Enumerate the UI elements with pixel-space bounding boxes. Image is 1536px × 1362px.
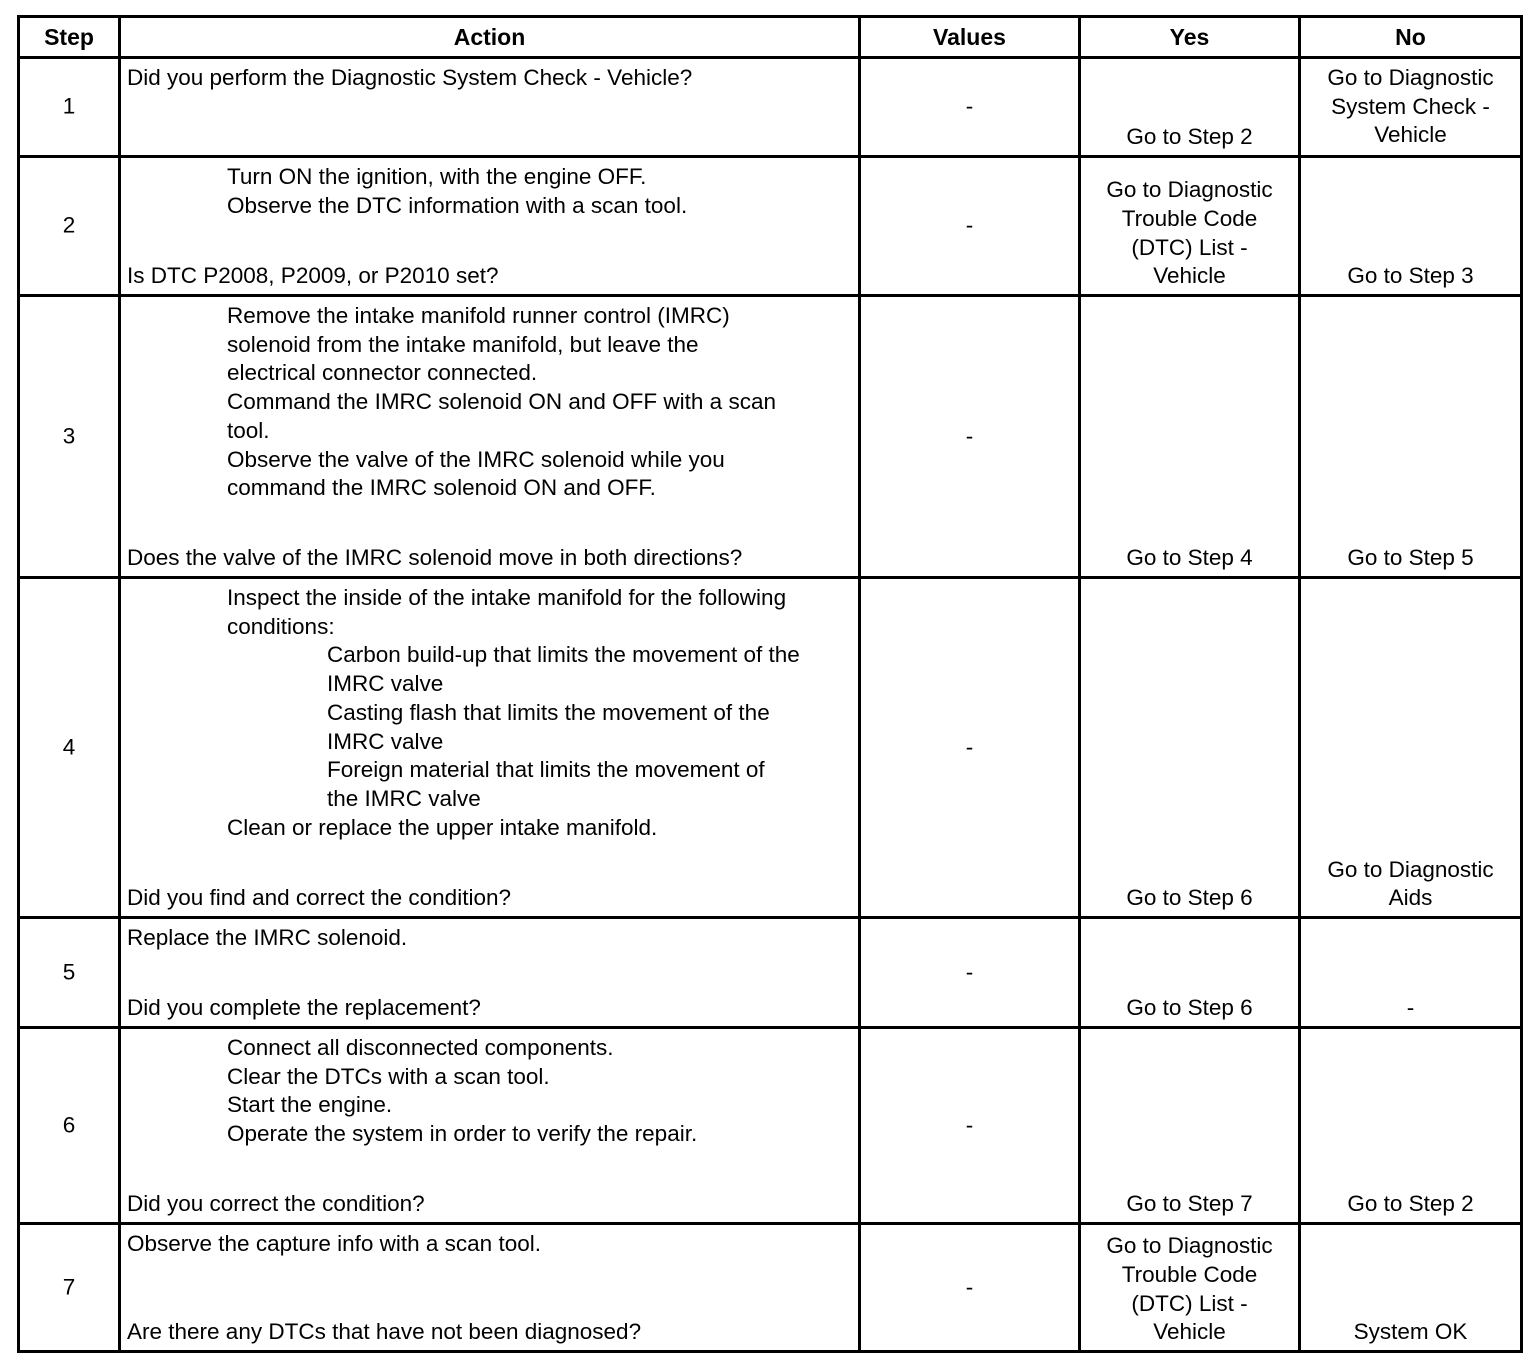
action-line: Operate the system in order to verify the repair. (227, 1121, 698, 1147)
yes-cell-inner (1081, 579, 1298, 916)
yes-cell (1080, 296, 1300, 578)
values-cell (860, 918, 1080, 1028)
values-cell (860, 296, 1080, 578)
step-number: 1 (62, 93, 76, 119)
values-text: - (965, 212, 974, 238)
action-line: tool. (227, 417, 270, 443)
table-row (19, 1224, 1522, 1352)
action-cell (120, 1224, 860, 1352)
cell-line: Go to Diagnostic (1327, 65, 1494, 90)
cell-line: Go to Step 4 (1126, 545, 1253, 571)
step-cell (19, 157, 120, 296)
values-cell (860, 157, 1080, 296)
yes-column-header: Yes (1080, 17, 1300, 58)
action-line: Foreign material that limits the movement of (327, 757, 765, 783)
values-column-header: Values (860, 17, 1080, 58)
step-cell-inner (20, 297, 118, 576)
action-line: Casting flash that limits the movement of the (327, 699, 770, 725)
values-text: - (965, 423, 974, 449)
yes-cell-inner (1081, 1225, 1298, 1350)
cell-line: Vehicle (1374, 122, 1447, 148)
no-action (1301, 994, 1520, 1023)
values-cell-inner (861, 1225, 1078, 1350)
yes-cell-inner (1081, 158, 1298, 294)
no-action (1301, 262, 1520, 291)
step-cell (19, 1224, 120, 1352)
no-cell (1300, 1224, 1522, 1352)
cell-line: Go to Step 3 (1347, 263, 1474, 289)
action-line: IMRC valve (327, 728, 444, 754)
action-line: command the IMRC solenoid ON and OFF. (227, 475, 656, 501)
table-row (19, 157, 1522, 296)
cell-line: - (1406, 995, 1415, 1021)
action-instructions (127, 1034, 854, 1149)
no-action (1301, 1318, 1520, 1347)
step-cell-inner (20, 1225, 118, 1350)
diagnostic-table (17, 15, 1523, 1353)
cell-line: Go to Diagnostic (1106, 177, 1273, 203)
action-question: Did you complete the replacement? (127, 995, 481, 1021)
cell-line: Aids (1388, 885, 1433, 911)
step-cell (19, 58, 120, 157)
values-text: - (965, 93, 974, 119)
yes-cell (1080, 1224, 1300, 1352)
values-cell (860, 1028, 1080, 1224)
action-question: Are there any DTCs that have not been diagnosed? (127, 1319, 642, 1345)
yes-cell (1080, 1028, 1300, 1224)
values-cell-inner (861, 919, 1078, 1026)
yes-action (1081, 1190, 1298, 1219)
yes-action (1081, 544, 1298, 573)
no-cell-inner (1301, 59, 1520, 155)
no-cell-inner (1301, 158, 1520, 294)
cell-line: Go to Step 5 (1347, 545, 1474, 571)
no-action (1301, 1190, 1520, 1219)
step-cell-inner (20, 59, 118, 155)
action-line: the IMRC valve (327, 785, 481, 811)
cell-line: (DTC) List - (1131, 234, 1248, 260)
values-text: - (965, 734, 974, 760)
step-number: 5 (62, 959, 76, 985)
action-line: Clean or replace the upper intake manifold. (227, 814, 658, 840)
action-cell-inner (121, 1225, 858, 1350)
no-cell-inner (1301, 579, 1520, 916)
table-header-row (19, 17, 1522, 58)
cell-line: System Check - (1331, 93, 1490, 119)
values-cell-inner (861, 579, 1078, 916)
action-line: solenoid from the intake manifold, but leave the (227, 331, 699, 357)
action-question: Is DTC P2008, P2009, or P2010 set? (127, 263, 499, 289)
action-instructions (127, 163, 854, 220)
cell-line: Go to Diagnostic (1327, 856, 1494, 882)
step-cell (19, 296, 120, 578)
action-cell-inner (121, 1029, 858, 1222)
action-question: Does the valve of the IMRC solenoid move in both directions? (127, 545, 743, 571)
cell-line: Trouble Code (1121, 1261, 1258, 1287)
no-cell-inner (1301, 919, 1520, 1026)
values-cell (860, 1224, 1080, 1352)
cell-line: Go to Diagnostic (1106, 1233, 1273, 1259)
values-text: - (965, 1112, 974, 1138)
yes-cell (1080, 578, 1300, 918)
action-line: Observe the DTC information with a scan tool. (227, 192, 688, 218)
step-cell (19, 918, 120, 1028)
yes-cell (1080, 918, 1300, 1028)
action-instructions (127, 302, 854, 503)
table-row (19, 918, 1522, 1028)
action-line: Start the engine. (227, 1092, 393, 1118)
no-cell (1300, 296, 1522, 578)
no-cell (1300, 578, 1522, 918)
action-cell-inner (121, 919, 858, 1026)
action-line: Remove the intake manifold runner control (IMRC) (227, 303, 730, 328)
action-line: Observe the valve of the IMRC solenoid while you (227, 446, 725, 472)
table-row (19, 296, 1522, 578)
yes-action (1081, 994, 1298, 1023)
cell-line: Go to Step 6 (1126, 885, 1253, 911)
no-column-header: No (1300, 17, 1522, 58)
step-cell-inner (20, 919, 118, 1026)
step-cell-inner (20, 1029, 118, 1222)
action-instructions (127, 64, 854, 93)
action-instructions (127, 584, 854, 842)
values-cell (860, 58, 1080, 157)
cell-line: Go to Step 7 (1126, 1191, 1253, 1217)
action-cell-inner (121, 158, 858, 294)
action-line: Turn ON the ignition, with the engine OFF. (227, 164, 647, 189)
action-cell (120, 1028, 860, 1224)
action-question: Did you find and correct the condition? (127, 885, 511, 911)
step-cell-inner (20, 158, 118, 294)
step-cell (19, 578, 120, 918)
step-column-header: Step (19, 17, 120, 58)
action-line: Clear the DTCs with a scan tool. (227, 1063, 550, 1089)
yes-cell-inner (1081, 297, 1298, 576)
action-cell-inner (121, 59, 858, 155)
step-number: 3 (62, 423, 76, 449)
cell-line: Go to Step 2 (1347, 1191, 1474, 1217)
values-cell-inner (861, 297, 1078, 576)
values-cell-inner (861, 158, 1078, 294)
action-cell (120, 58, 860, 157)
no-cell (1300, 58, 1522, 157)
no-action (1301, 856, 1520, 913)
cell-line: (DTC) List - (1131, 1290, 1248, 1316)
yes-action (1081, 123, 1298, 152)
cell-line: System OK (1353, 1319, 1468, 1345)
step-number: 4 (62, 734, 76, 760)
step-number: 7 (62, 1274, 76, 1300)
yes-action (1081, 884, 1298, 913)
no-cell-inner (1301, 297, 1520, 576)
table-body (19, 58, 1522, 1352)
action-cell (120, 157, 860, 296)
action-line: Carbon build-up that limits the movement of the (327, 642, 800, 668)
yes-cell (1080, 58, 1300, 157)
no-action (1301, 544, 1520, 573)
values-cell (860, 578, 1080, 918)
cell-line: Vehicle (1153, 263, 1226, 289)
no-action (1301, 64, 1520, 150)
no-cell (1300, 918, 1522, 1028)
yes-cell-inner (1081, 919, 1298, 1026)
action-line: Did you perform the Diagnostic System Check - Vehicle? (127, 65, 693, 90)
step-number: 6 (62, 1112, 76, 1138)
no-cell (1300, 1028, 1522, 1224)
yes-cell-inner (1081, 1029, 1298, 1222)
cell-line: Go to Step 2 (1126, 124, 1253, 150)
action-line: Inspect the inside of the intake manifold for the following (227, 585, 787, 610)
values-text: - (965, 1274, 974, 1300)
no-cell (1300, 157, 1522, 296)
action-line: IMRC valve (327, 671, 444, 697)
action-question: Did you correct the condition? (127, 1191, 425, 1217)
action-line: conditions: (227, 613, 335, 639)
action-cell (120, 918, 860, 1028)
action-cell (120, 578, 860, 918)
action-line: electrical connector connected. (227, 360, 538, 386)
action-instructions (127, 924, 854, 953)
step-number: 2 (62, 212, 76, 238)
yes-cell (1080, 157, 1300, 296)
table-row (19, 58, 1522, 157)
action-line: Connect all disconnected components. (227, 1035, 614, 1060)
cell-line: Trouble Code (1121, 205, 1258, 231)
yes-action (1081, 176, 1298, 291)
action-line: Replace the IMRC solenoid. (127, 925, 408, 950)
no-cell-inner (1301, 1225, 1520, 1350)
action-line: Observe the capture info with a scan tool. (127, 1231, 541, 1256)
action-instructions (127, 1230, 854, 1259)
values-cell-inner (861, 1029, 1078, 1222)
table-row (19, 578, 1522, 918)
step-cell-inner (20, 579, 118, 916)
cell-line: Vehicle (1153, 1319, 1226, 1345)
action-line: Command the IMRC solenoid ON and OFF with a scan (227, 389, 776, 415)
step-cell (19, 1028, 120, 1224)
no-cell-inner (1301, 1029, 1520, 1222)
action-cell-inner (121, 579, 858, 916)
table-row (19, 1028, 1522, 1224)
cell-line: Go to Step 6 (1126, 995, 1253, 1021)
values-cell-inner (861, 59, 1078, 155)
action-column-header: Action (120, 17, 860, 58)
action-cell-inner (121, 297, 858, 576)
action-cell (120, 296, 860, 578)
yes-cell-inner (1081, 59, 1298, 155)
values-text: - (965, 959, 974, 985)
yes-action (1081, 1232, 1298, 1347)
